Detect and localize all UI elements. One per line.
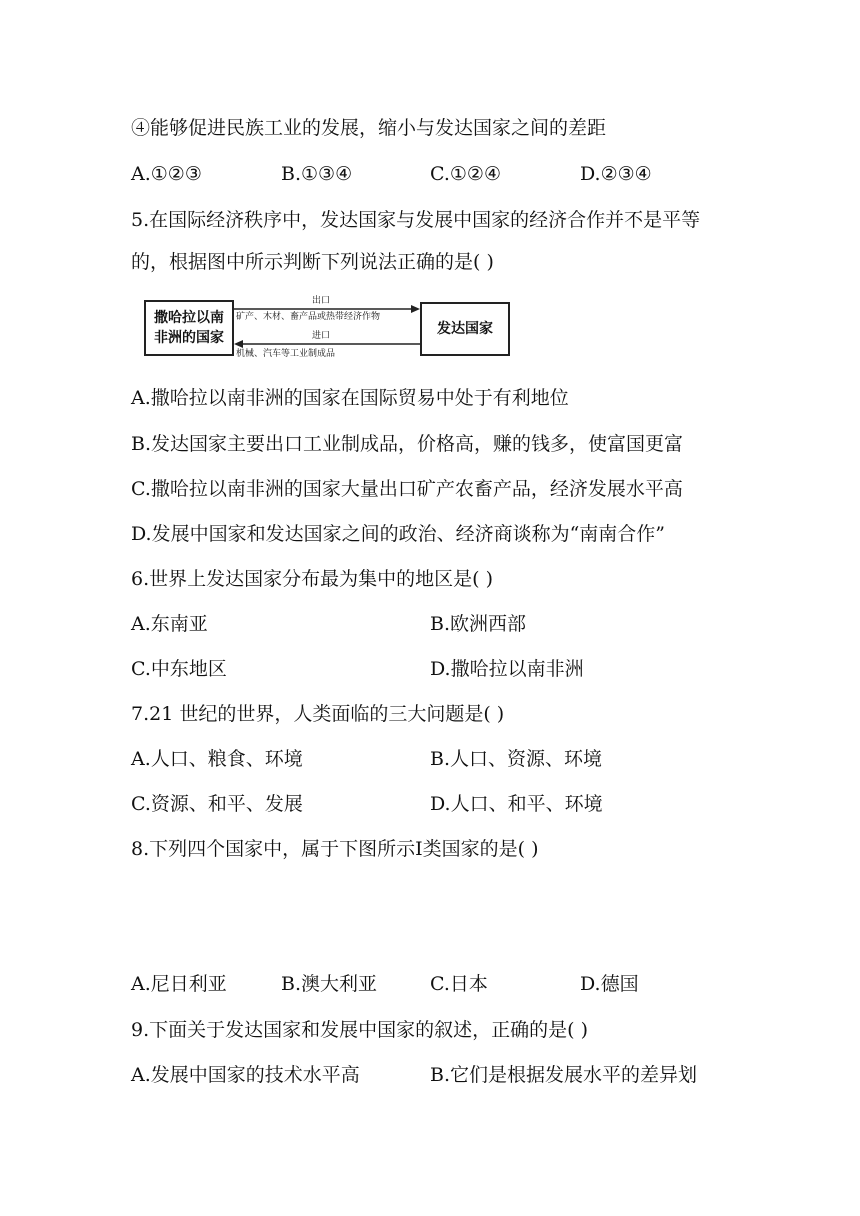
q5-stem-line1: 5.在国际经济秩序中，发达国家与发展中国家的经济合作并不是平等	[131, 209, 701, 231]
q5-stem-line2: 的，根据图中所示判断下列说法正确的是( )	[131, 251, 494, 273]
q9-stem: 9.下面关于发达国家和发展中国家的叙述，正确的是( )	[131, 1019, 588, 1041]
export-arrowhead-icon	[411, 305, 420, 313]
q6-option-a[interactable]: A.东南亚	[131, 613, 208, 635]
import-goods: 机械、汽车等工业制成品	[236, 349, 336, 359]
left-box-line2: 非洲的国家	[154, 330, 224, 346]
q8-option-b[interactable]: B.澳大利亚	[281, 973, 378, 995]
left-box-line1: 撒哈拉以南	[154, 310, 224, 326]
q8-option-d[interactable]: D.德国	[580, 973, 639, 995]
q5-option-b[interactable]: B.发达国家主要出口工业制成品，价格高，赚的钱多，使富国更富	[131, 433, 684, 455]
q7-stem: 7.21 世纪的世界，人类面临的三大问题是( )	[131, 703, 505, 725]
q8-stem: 8.下列四个国家中，属于下图所示Ⅰ类国家的是( )	[131, 838, 539, 860]
q8-option-c[interactable]: C.日本	[430, 973, 488, 995]
q7-option-b[interactable]: B.人口、资源、环境	[430, 748, 603, 770]
q7-option-a[interactable]: A.人口、粮食、环境	[131, 748, 303, 770]
q5-option-d[interactable]: D.发展中国家和发达国家之间的政治、经济商谈称为“南南合作”	[131, 523, 666, 545]
q6-option-d[interactable]: D.撒哈拉以南非洲	[430, 658, 584, 680]
q4-option-a[interactable]: A.①②③	[131, 163, 202, 185]
import-arrowhead-icon	[234, 340, 243, 348]
q4-option-b[interactable]: B.①③④	[281, 163, 353, 185]
trade-diagram	[144, 296, 510, 362]
q5-option-c[interactable]: C.撒哈拉以南非洲的国家大量出口矿产农畜产品，经济发展水平高	[131, 478, 683, 500]
q6-stem: 6.世界上发达国家分布最为集中的地区是( )	[131, 568, 493, 590]
export-label: 出口	[312, 296, 331, 306]
export-goods: 矿产、木材、畜产品或热带经济作物	[236, 312, 381, 322]
right-box-label: 发达国家	[437, 321, 493, 337]
q8-option-a[interactable]: A.尼日利亚	[131, 973, 227, 995]
q6-option-b[interactable]: B.欧洲西部	[430, 613, 527, 635]
q4-option-c[interactable]: C.①②④	[430, 163, 501, 185]
q7-option-d[interactable]: D.人口、和平、环境	[430, 793, 603, 815]
import-label: 进口	[312, 331, 331, 341]
q6-option-c[interactable]: C.中东地区	[131, 658, 227, 680]
q5-option-a[interactable]: A.撒哈拉以南非洲的国家在国际贸易中处于有利地位	[131, 387, 569, 409]
q7-option-c[interactable]: C.资源、和平、发展	[131, 793, 303, 815]
q4-option-d[interactable]: D.②③④	[580, 163, 652, 185]
q4-item4: ④能够促进民族工业的发展，缩小与发达国家之间的差距	[131, 117, 607, 139]
q9-option-b[interactable]: B.它们是根据发展水平的差异划	[430, 1064, 698, 1086]
q9-option-a[interactable]: A.发展中国家的技术水平高	[131, 1064, 360, 1086]
